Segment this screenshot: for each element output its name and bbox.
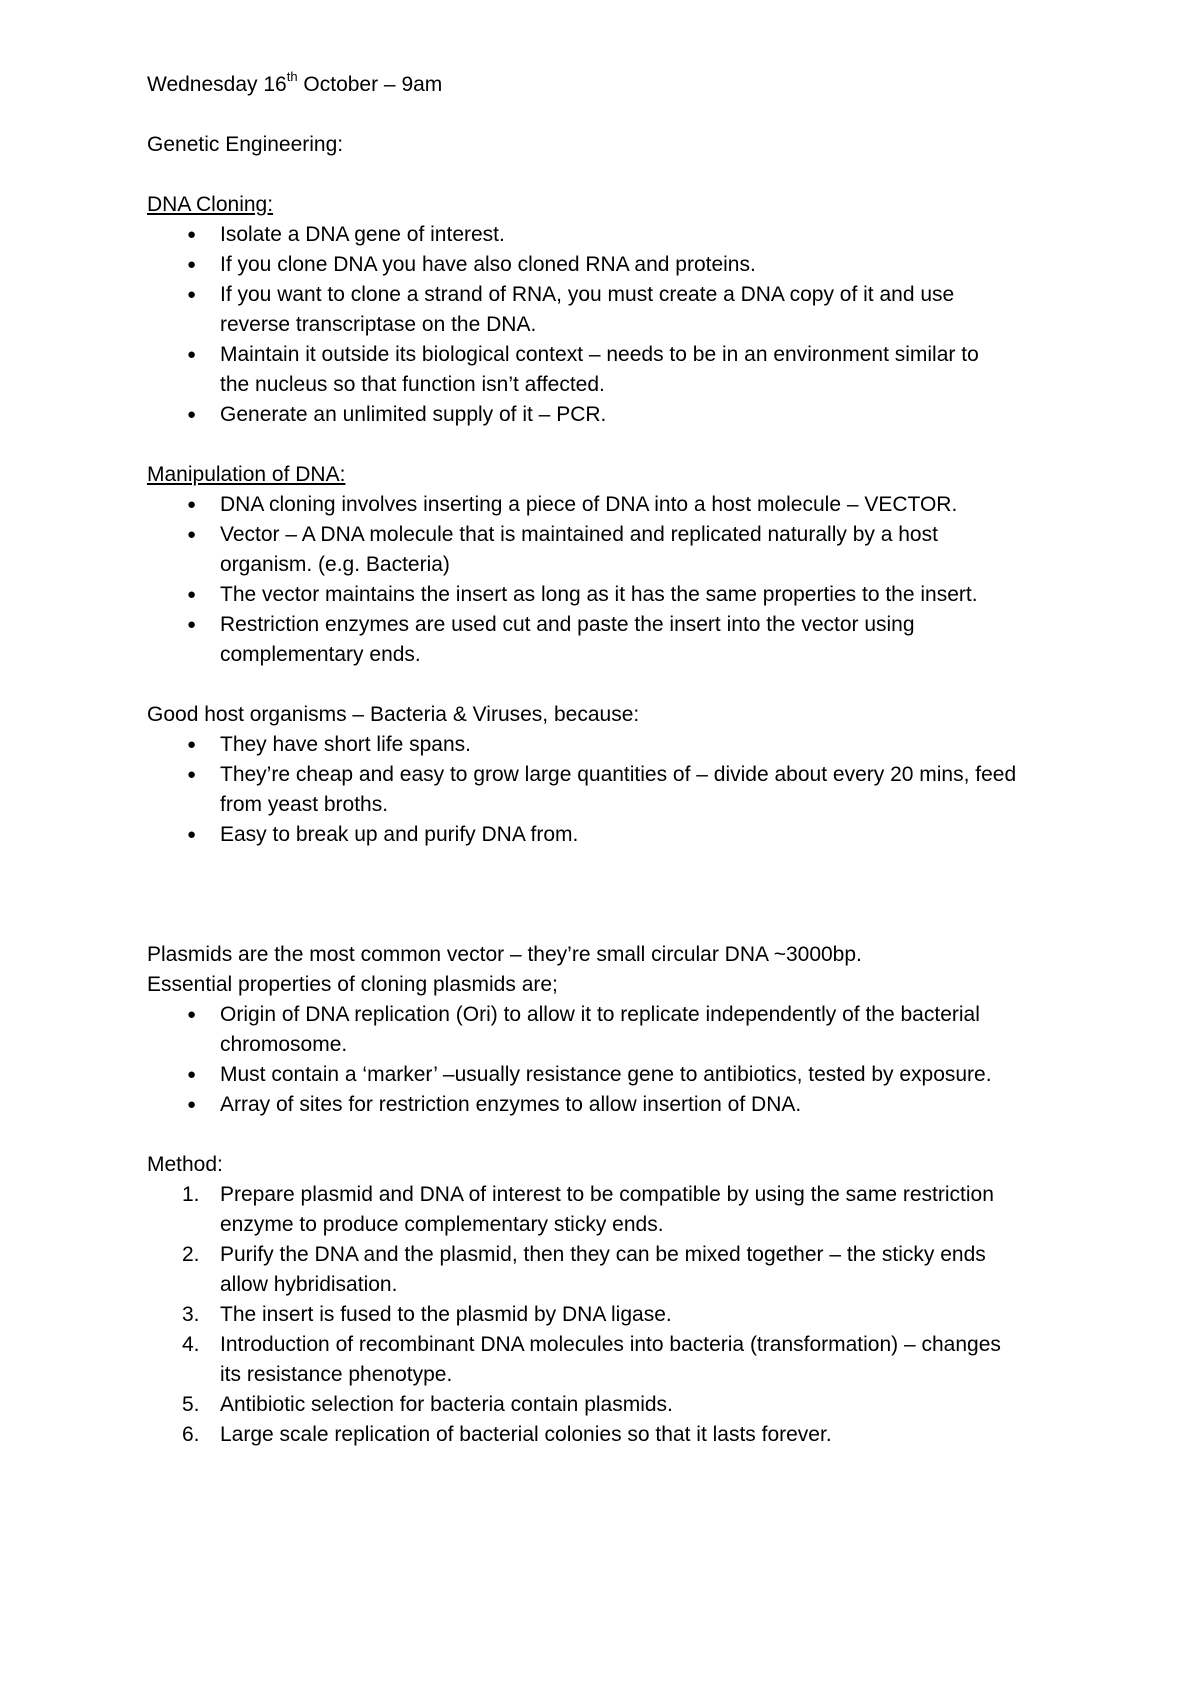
list-item: ● If you want to clone a strand of RNA, you must create a DNA copy of it and use reverse transcriptase on the DNA. <box>147 280 1087 340</box>
section-heading-manipulation: Manipulation of DNA: <box>147 463 346 486</box>
list-item: ● Maintain it outside its biological context – needs to be in an environment similar to the nucleus so that function isn’t affected. <box>147 340 1087 400</box>
step-number: 4. <box>182 1333 200 1356</box>
section-heading-dna-cloning: DNA Cloning: <box>147 193 274 216</box>
bullet-icon: ● <box>187 1066 197 1083</box>
list-item: ● DNA cloning involves inserting a piece of DNA into a host molecule – VECTOR. <box>147 490 1087 520</box>
date-prefix: Wednesday 16 <box>147 73 287 96</box>
method-step: 1. Prepare plasmid and DNA of interest to be compatible by using the same restriction enzyme to produce complementary sticky ends. <box>147 1180 1087 1240</box>
bullet-icon: ● <box>187 766 197 783</box>
list-item: ● Restriction enzymes are used cut and paste the insert into the vector using complementary ends. <box>147 610 1087 670</box>
plasmids-list <box>147 1000 1087 1120</box>
list-item: ● The vector maintains the insert as long as it has the same properties to the insert. <box>147 580 1087 610</box>
step-number: 6. <box>182 1423 200 1446</box>
list-item: ● If you clone DNA you have also cloned RNA and proteins. <box>147 250 1087 280</box>
bullet-icon: ● <box>187 1006 197 1023</box>
bullet-icon: ● <box>187 406 197 423</box>
method-steps <box>147 1180 1087 1450</box>
date-suffix: October – 9am <box>297 73 443 96</box>
hosts-intro: Good host organisms – Bacteria & Viruses, because: <box>147 703 640 726</box>
bullet-icon: ● <box>187 496 197 513</box>
method-step: 3. The insert is fused to the plasmid by DNA ligase. <box>147 1300 1087 1330</box>
list-item: ● They’re cheap and easy to grow large quantities of – divide about every 20 mins, feed from yeast broths. <box>147 760 1087 820</box>
bullet-icon: ● <box>187 286 197 303</box>
step-number: 3. <box>182 1303 200 1326</box>
bullet-icon: ● <box>187 1096 197 1113</box>
step-number: 1. <box>182 1183 200 1206</box>
bullet-icon: ● <box>187 256 197 273</box>
bullet-icon: ● <box>187 826 197 843</box>
document-page <box>147 70 1087 1450</box>
manipulation-list <box>147 490 1087 670</box>
method-step: 2. Purify the DNA and the plasmid, then they can be mixed together – the sticky ends allow hybridisation. <box>147 1240 1087 1300</box>
step-number: 5. <box>182 1393 200 1416</box>
plasmids-line-2: Essential properties of cloning plasmids are; <box>147 973 558 996</box>
plasmids-line-1: Plasmids are the most common vector – they’re small circular DNA ~3000bp. <box>147 943 862 966</box>
list-item: ● Generate an unlimited supply of it – PCR. <box>147 400 1087 430</box>
bullet-icon: ● <box>187 736 197 753</box>
date-superscript: th <box>286 69 298 84</box>
bullet-icon: ● <box>187 616 197 633</box>
list-item: ● They have short life spans. <box>147 730 1087 760</box>
section-heading-method: Method: <box>147 1153 223 1176</box>
method-step: 5. Antibiotic selection for bacteria contain plasmids. <box>147 1390 1087 1420</box>
list-item: ● Isolate a DNA gene of interest. <box>147 220 1087 250</box>
list-item: ● Easy to break up and purify DNA from. <box>147 820 1087 850</box>
document-title: Genetic Engineering: <box>147 133 344 156</box>
bullet-icon: ● <box>187 346 197 363</box>
step-number: 2. <box>182 1243 200 1266</box>
hosts-list <box>147 730 1087 850</box>
list-item: ● Must contain a ‘marker’ –usually resistance gene to antibiotics, tested by exposure. <box>147 1060 1087 1090</box>
bullet-icon: ● <box>187 586 197 603</box>
dna-cloning-list <box>147 220 1087 430</box>
list-item: ● Array of sites for restriction enzymes to allow insertion of DNA. <box>147 1090 1087 1120</box>
list-item: ● Vector – A DNA molecule that is maintained and replicated naturally by a host organism. (e.g. Bacteria) <box>147 520 1087 580</box>
method-step: 4. Introduction of recombinant DNA molecules into bacteria (transformation) – changes its resistance phenotype. <box>147 1330 1087 1390</box>
date-line <box>147 70 1087 100</box>
list-item: ● Origin of DNA replication (Ori) to allow it to replicate independently of the bacterial chromosome. <box>147 1000 1087 1060</box>
bullet-icon: ● <box>187 226 197 243</box>
method-step: 6. Large scale replication of bacterial colonies so that it lasts forever. <box>147 1420 1087 1450</box>
bullet-icon: ● <box>187 526 197 543</box>
